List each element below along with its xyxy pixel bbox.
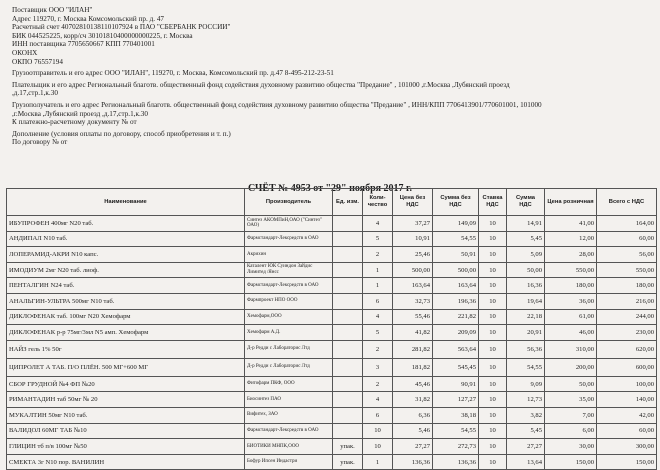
cell-unit	[333, 407, 363, 423]
account-line: Расчетный счет 40702810138110107924 в ПАО "СБЕРБАНК РОССИИ"	[12, 23, 231, 32]
cell-sum: 221,82	[433, 309, 479, 325]
cell-retail: 50,00	[545, 376, 597, 392]
cell-vat-sum: 56,36	[507, 340, 545, 358]
col-header-price: Цена без НДС	[393, 189, 433, 216]
col-header-unit: Ед. изм.	[333, 189, 363, 216]
cell-sum: 163,64	[433, 278, 479, 294]
cell-name: ГЛИЦИН тб п/в 100мг №50	[7, 439, 245, 455]
cell-unit: упак.	[333, 454, 363, 470]
invoice-table	[6, 188, 657, 470]
cell-price: 500,00	[393, 262, 433, 278]
cell-manufacturer: Биосинтез ПАО	[245, 392, 333, 408]
cell-vat-rate: 10	[479, 358, 507, 376]
cell-name: МУКАЛТИН 50мг N10 таб.	[7, 407, 245, 423]
cell-unit	[333, 392, 363, 408]
contract-line: По договору № от	[12, 138, 68, 147]
cell-sum: 209,09	[433, 325, 479, 341]
shipper-line: Грузоотправитель и его адрес ООО "ИЛАН", 119270, г. Москва, Комсомольский пр. д.47 8-495-212-23-51	[12, 69, 334, 78]
cell-total: 230,00	[597, 325, 657, 341]
table-row	[7, 358, 657, 376]
cell-quantity: 6	[363, 293, 393, 309]
cell-vat-sum: 54,55	[507, 358, 545, 376]
cell-retail: 46,00	[545, 325, 597, 341]
cell-name: ВАЛИДОЛ 60МГ ТАБ №10	[7, 423, 245, 439]
cell-manufacturer: Фармстандарт-Лексредств в ОАО	[245, 278, 333, 294]
cell-name: АНДИПАЛ N10 таб.	[7, 231, 245, 247]
cell-vat-rate: 10	[479, 325, 507, 341]
cell-vat-sum: 19,64	[507, 293, 545, 309]
cell-price: 41,82	[393, 325, 433, 341]
cell-manufacturer: Д-р Редди с Лабораторис Лтд	[245, 340, 333, 358]
cell-name: РИМАНТАДИН таб 50мг № 20	[7, 392, 245, 408]
cell-total: 620,00	[597, 340, 657, 358]
table-header-row	[7, 189, 657, 216]
cell-price: 181,82	[393, 358, 433, 376]
cell-quantity: 4	[363, 392, 393, 408]
cell-vat-rate: 10	[479, 216, 507, 232]
cell-unit	[333, 247, 363, 263]
consignee-line: Грузополучатель и его адрес Региональный благотв. общественный фонд содействия духовному развитию общества "Предание" , ИНН/КПП 7706413901/770601001, 101000	[12, 100, 542, 109]
cell-vat-sum: 5,45	[507, 231, 545, 247]
cell-sum: 50,91	[433, 247, 479, 263]
table-row	[7, 454, 657, 470]
payer-line: Плательщик и его адрес Региональный благотв. общественный фонд содействия духовному развитию общества "Предание" , 101000 ,г.Москва ,Лубянский проезд	[12, 80, 510, 89]
cell-sum: 149,09	[433, 216, 479, 232]
cell-unit	[333, 423, 363, 439]
cell-vat-sum: 3,82	[507, 407, 545, 423]
cell-unit	[333, 325, 363, 341]
cell-manufacturer: Фармпроект НПО ООО	[245, 293, 333, 309]
cell-sum: 545,45	[433, 358, 479, 376]
cell-quantity: 6	[363, 407, 393, 423]
table-row	[7, 340, 657, 358]
col-header-manufacturer: Производитель	[245, 189, 333, 216]
cell-quantity: 10	[363, 423, 393, 439]
cell-manufacturer: Хемофарм,ООО	[245, 309, 333, 325]
cell-vat-sum: 5,45	[507, 423, 545, 439]
address-line: Адрес 119270, г. Москва Комсомольский пр. д. 47	[12, 14, 165, 23]
cell-vat-sum: 5,09	[507, 247, 545, 263]
table-row	[7, 278, 657, 294]
okonh-line: ОКОНХ	[12, 48, 38, 57]
cell-price: 45,46	[393, 376, 433, 392]
cell-manufacturer: Синтез АКОМПиН,ОАО ("Синтез" ОАО)	[245, 216, 333, 232]
cell-unit	[333, 262, 363, 278]
cell-price: 281,82	[393, 340, 433, 358]
cell-quantity: 10	[363, 439, 393, 455]
inn-line: ИНН поставщика 7705650667 КПП 770401001	[12, 40, 155, 49]
cell-sum: 563,64	[433, 340, 479, 358]
cell-retail: 200,00	[545, 358, 597, 376]
cell-price: 32,73	[393, 293, 433, 309]
cell-vat-rate: 10	[479, 340, 507, 358]
cell-price: 27,27	[393, 439, 433, 455]
cell-name: ДИКЛОФЕНАК таб. 100мг N20 Хемофарм	[7, 309, 245, 325]
cell-total: 300,00	[597, 439, 657, 455]
cell-price: 136,36	[393, 454, 433, 470]
cell-sum: 54,55	[433, 231, 479, 247]
cell-total: 140,00	[597, 392, 657, 408]
cell-quantity: 1	[363, 454, 393, 470]
col-header-vat-sum: Сумма НДС	[507, 189, 545, 216]
cell-total: 216,00	[597, 293, 657, 309]
cell-manufacturer: Бофур Ипсен Индастри	[245, 454, 333, 470]
cell-name: ПЕНТАЛГИН N24 таб.	[7, 278, 245, 294]
cell-retail: 61,00	[545, 309, 597, 325]
cell-name: СМЕКТА 3г N10 пор. ВАНИЛИН	[7, 454, 245, 470]
cell-price: 37,27	[393, 216, 433, 232]
cell-manufacturer: Вифитех, ЗАО	[245, 407, 333, 423]
cell-quantity: 1	[363, 278, 393, 294]
cell-unit	[333, 278, 363, 294]
cell-price: 25,46	[393, 247, 433, 263]
cell-vat-sum: 27,27	[507, 439, 545, 455]
addition-line: Дополнение (условия оплаты по договору, способ приобретения и т. п.)	[12, 129, 231, 138]
cell-vat-rate: 10	[479, 293, 507, 309]
cell-retail: 310,00	[545, 340, 597, 358]
cell-manufacturer: Хемофарм А.Д.	[245, 325, 333, 341]
col-header-total: Всего с НДС	[597, 189, 657, 216]
cell-unit	[333, 340, 363, 358]
cell-name: ДИКЛОФЕНАК р-р 75мг/3мл N5 амп. Хемофарм	[7, 325, 245, 341]
cell-sum: 90,91	[433, 376, 479, 392]
cell-vat-rate: 10	[479, 231, 507, 247]
cell-unit	[333, 231, 363, 247]
cell-manufacturer: Каталент ЮК Суиндон Зайдис Лимитед /Янсс	[245, 262, 333, 278]
bik-line: БИК 044525225, корр/сч 30101810400000000225, г. Москва	[12, 31, 193, 40]
cell-quantity: 1	[363, 262, 393, 278]
cell-total: 600,00	[597, 358, 657, 376]
table-row	[7, 293, 657, 309]
cell-quantity: 5	[363, 325, 393, 341]
cell-sum: 54,55	[433, 423, 479, 439]
cell-vat-rate: 10	[479, 309, 507, 325]
cell-retail: 180,00	[545, 278, 597, 294]
cell-sum: 136,36	[433, 454, 479, 470]
cell-retail: 41,00	[545, 216, 597, 232]
table-row	[7, 407, 657, 423]
col-header-vat-rate: Ставка НДС	[479, 189, 507, 216]
cell-sum: 196,36	[433, 293, 479, 309]
cell-price: 10,91	[393, 231, 433, 247]
col-header-name: Наименование	[7, 189, 245, 216]
cell-vat-sum: 20,91	[507, 325, 545, 341]
cell-retail: 7,00	[545, 407, 597, 423]
cell-vat-sum: 9,09	[507, 376, 545, 392]
cell-unit: упак.	[333, 439, 363, 455]
cell-vat-sum: 50,00	[507, 262, 545, 278]
table-row	[7, 392, 657, 408]
col-header-retail: Цена розничная	[545, 189, 597, 216]
cell-manufacturer: БИОТИКИ МНПК,ООО	[245, 439, 333, 455]
cell-unit	[333, 376, 363, 392]
cell-name: СБОР ГРУДНОЙ №4 ФП №20	[7, 376, 245, 392]
cell-quantity: 2	[363, 340, 393, 358]
cell-quantity: 4	[363, 216, 393, 232]
cell-manufacturer: Фармстандарт-Лексредств в ОАО	[245, 231, 333, 247]
table-row	[7, 247, 657, 263]
cell-price: 31,82	[393, 392, 433, 408]
cell-total: 60,00	[597, 423, 657, 439]
cell-quantity: 3	[363, 358, 393, 376]
invoice-header	[12, 6, 652, 147]
cell-total: 42,00	[597, 407, 657, 423]
cell-name: ЛОПЕРАМИД-АКРИ N10 капс.	[7, 247, 245, 263]
cell-total: 100,00	[597, 376, 657, 392]
cell-quantity: 2	[363, 376, 393, 392]
cell-vat-rate: 10	[479, 423, 507, 439]
consignee-line-2: ,г.Москва ,Лубянский проезд ,д.17,стр.1,к.30	[12, 109, 148, 118]
cell-manufacturer: Д-р Редди с Лабораторис Лтд	[245, 358, 333, 376]
cell-retail: 30,00	[545, 439, 597, 455]
cell-retail: 150,00	[545, 454, 597, 470]
table-row	[7, 325, 657, 341]
cell-quantity: 4	[363, 309, 393, 325]
cell-sum: 127,27	[433, 392, 479, 408]
okpo-line: ОКПО 76557194	[12, 57, 63, 66]
cell-name: ЦИПРОЛЕТ А ТАБ. П/О ПЛЁН. 500 МГ+600 МГ	[7, 358, 245, 376]
cell-manufacturer: Фитофарм ПКФ, ООО	[245, 376, 333, 392]
invoice-date: "29" ноября 2017 г.	[325, 183, 412, 194]
cell-vat-rate: 10	[479, 407, 507, 423]
cell-manufacturer: Фармстандарт-Лексредств в ОАО	[245, 423, 333, 439]
cell-price: 5,46	[393, 423, 433, 439]
payment-doc-line: К платежно-расчетному документу № от	[12, 118, 137, 127]
cell-total: 180,00	[597, 278, 657, 294]
cell-sum: 272,73	[433, 439, 479, 455]
cell-vat-sum: 12,73	[507, 392, 545, 408]
cell-name: ИБУПРОФЕН 400мг N20 таб.	[7, 216, 245, 232]
cell-total: 244,00	[597, 309, 657, 325]
cell-quantity: 2	[363, 247, 393, 263]
cell-price: 55,46	[393, 309, 433, 325]
cell-total: 56,00	[597, 247, 657, 263]
cell-unit	[333, 293, 363, 309]
cell-total: 550,00	[597, 262, 657, 278]
cell-quantity: 5	[363, 231, 393, 247]
cell-manufacturer: Акрихин	[245, 247, 333, 263]
cell-vat-rate: 10	[479, 262, 507, 278]
col-header-quantity: Коли-чество	[363, 189, 393, 216]
cell-unit	[333, 309, 363, 325]
cell-vat-sum: 16,36	[507, 278, 545, 294]
cell-vat-rate: 10	[479, 392, 507, 408]
cell-sum: 500,00	[433, 262, 479, 278]
cell-vat-rate: 10	[479, 454, 507, 470]
cell-vat-rate: 10	[479, 278, 507, 294]
cell-retail: 550,00	[545, 262, 597, 278]
cell-vat-rate: 10	[479, 376, 507, 392]
table-row	[7, 439, 657, 455]
cell-retail: 28,00	[545, 247, 597, 263]
table-row	[7, 376, 657, 392]
cell-vat-sum: 13,64	[507, 454, 545, 470]
cell-vat-rate: 10	[479, 247, 507, 263]
cell-unit	[333, 358, 363, 376]
invoice-number: СЧЁТ № 4953 от	[248, 183, 323, 194]
cell-price: 163,64	[393, 278, 433, 294]
cell-total: 164,00	[597, 216, 657, 232]
payer-line-2: ,д.17,стр.1,к.30	[12, 89, 58, 98]
table-row	[7, 423, 657, 439]
cell-retail: 12,00	[545, 231, 597, 247]
table-row	[7, 309, 657, 325]
cell-retail: 35,00	[545, 392, 597, 408]
cell-total: 60,00	[597, 231, 657, 247]
col-header-sum: Сумма без НДС	[433, 189, 479, 216]
cell-unit	[333, 216, 363, 232]
cell-price: 6,36	[393, 407, 433, 423]
cell-vat-sum: 14,91	[507, 216, 545, 232]
cell-retail: 6,00	[545, 423, 597, 439]
cell-name: ИМОДИУМ 2мг N20 таб. лиоф.	[7, 262, 245, 278]
table-row	[7, 262, 657, 278]
cell-retail: 36,00	[545, 293, 597, 309]
table-row	[7, 216, 657, 232]
cell-vat-sum: 22,18	[507, 309, 545, 325]
cell-name: НАЙЗ гель 1% 50г	[7, 340, 245, 358]
supplier-line: Поставщик ООО "ИЛАН"	[12, 6, 93, 14]
table-row	[7, 231, 657, 247]
cell-sum: 38,18	[433, 407, 479, 423]
cell-total: 150,00	[597, 454, 657, 470]
cell-name: АНАЛЬГИН-УЛЬТРА 500мг N10 таб.	[7, 293, 245, 309]
cell-vat-rate: 10	[479, 439, 507, 455]
